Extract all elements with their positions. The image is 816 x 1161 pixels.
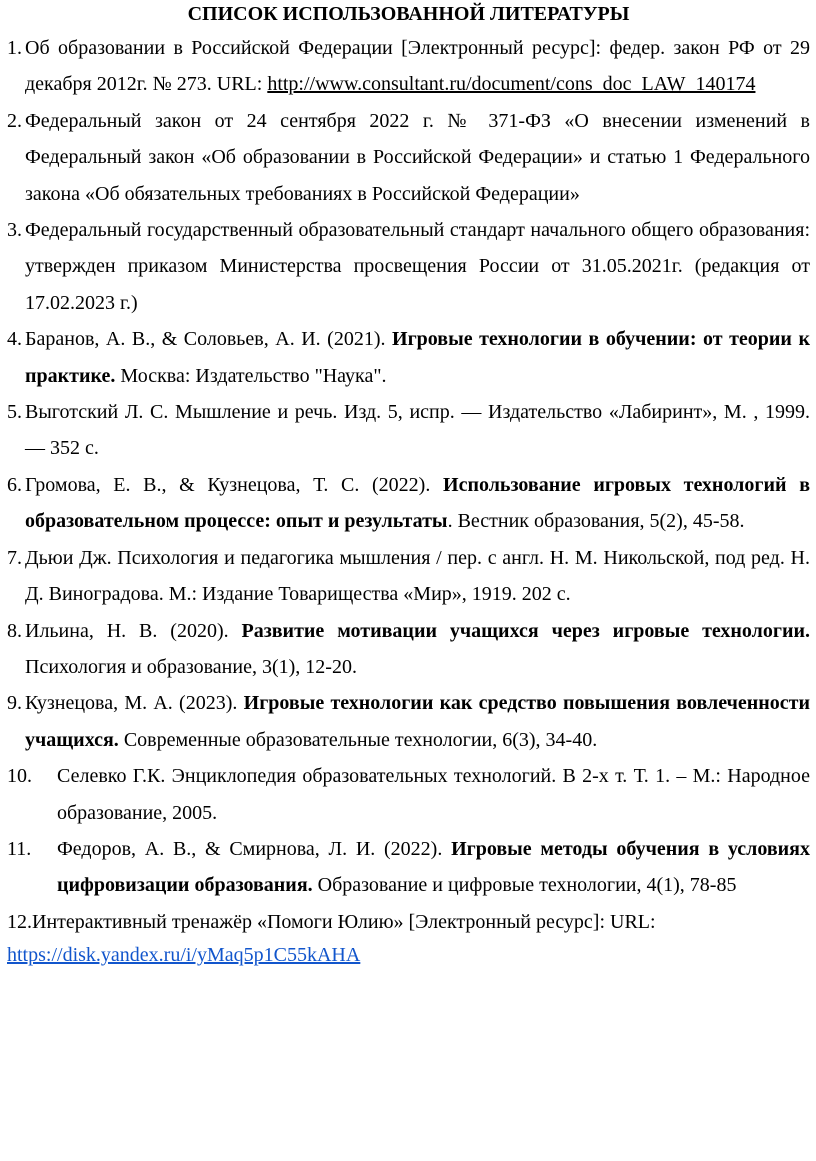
reference-number: 6. [7, 473, 22, 496]
reference-text-part: Громова, Е. В., & Кузнецова, Т. С. (2022). [25, 473, 444, 496]
reference-link[interactable]: http://www.consultant.ru/document/cons_doc_LAW_140174 [267, 73, 756, 96]
reference-number: 11. [7, 837, 32, 860]
reference-item [7, 540, 810, 613]
reference-number: 4. [7, 328, 22, 351]
reference-text-part: Кузнецова, М. А. (2023). [25, 692, 244, 715]
reference-item [7, 212, 810, 321]
reference-item [7, 904, 810, 940]
reference-text-part: Федоров, А. В., & Смирнова, Л. И. (2022). [57, 837, 452, 860]
reference-item [7, 103, 810, 212]
reference-text-part: Баранов, А. В., & Соловьев, А. И. (2021). [25, 328, 393, 351]
reference-item [7, 685, 810, 758]
reference-link-line [7, 940, 810, 970]
reference-text-part: Дьюи Дж. Психология и педагогика мышления / пер. с англ. Н. М. Никольской, под ред. Н. Д. Виноградова. М.: Издание Товарищества «Мир», 1919. 202 с. [25, 546, 810, 606]
reference-text-part: Селевко Г.К. Энциклопедия образовательных технологий. В 2-х т. Т. 1. – М.: Народное образование, 2005. [57, 765, 810, 824]
reference-text-part: Психология и образование, 3(1), 12-20. [25, 655, 357, 678]
reference-title-bold: Игровые технологии как средство повышения вовлеченности учащихся. [25, 692, 811, 751]
reference-number: 7. [7, 546, 22, 569]
reference-text [25, 321, 810, 394]
reference-text [25, 394, 810, 467]
reference-item [7, 831, 810, 904]
reference-text-part: Москва: Издательство "Наука". [115, 364, 387, 387]
reference-text-part: Ильина, Н. В. (2020). [25, 619, 242, 642]
reference-item [7, 394, 810, 467]
reference-text-part: Выготский Л. С. Мышление и речь. Изд. 5, испр. — Издательство «Лабиринт», М. , 1999. — 352 с. [25, 401, 810, 460]
reference-text-part: Об образовании в Российской Федерации [Электронный ресурс]: федер. закон РФ от 29 декабря 2012г. № 273. URL: [25, 37, 810, 96]
reference-item [7, 321, 810, 394]
reference-text-part: Федеральный государственный образовательный стандарт начального общего образования: утвержден приказом Министерства просвещения России от 31.05.2021г. (редакция от 17.02.2023 г.) [25, 219, 810, 314]
reference-link[interactable]: https://disk.yandex.ru/i/yMaq5p1C55kAHA [7, 944, 361, 967]
reference-text [57, 831, 810, 904]
reference-text [25, 212, 810, 321]
reference-text [25, 103, 810, 212]
reference-text [25, 467, 810, 540]
reference-number: 8. [7, 619, 22, 642]
reference-title-bold: Использование игровых технологий в образовательном процессе: опыт и результаты [25, 473, 810, 533]
reference-item [7, 30, 810, 103]
page-title: СПИСОК ИСПОЛЬЗОВАННОЙ ЛИТЕРАТУРЫ [187, 3, 630, 25]
reference-number: 5. [7, 401, 22, 424]
reference-text [25, 613, 810, 686]
reference-text [25, 30, 810, 103]
reference-text [57, 758, 810, 831]
reference-item [7, 758, 810, 831]
reference-text-part: Образование и цифровые технологии, 4(1), 78-85 [312, 874, 737, 897]
reference-text-part: Интерактивный тренажёр «Помоги Юлию» [Электронный ресурс]: URL: [32, 910, 656, 933]
reference-title-bold: Развитие мотивации учащихся через игровые технологии. [241, 619, 810, 642]
reference-text [25, 685, 810, 758]
reference-number: 2. [7, 109, 22, 132]
reference-text-part: Современные образовательные технологии, 6(3), 34-40. [118, 728, 598, 751]
reference-number: 1. [7, 37, 22, 59]
reference-text [25, 540, 810, 613]
reference-item [7, 613, 810, 686]
reference-list [7, 30, 810, 970]
reference-text-part: Федеральный закон от 24 сентября 2022 г. № 371-ФЗ «О внесении изменений в Федеральный закон «Об образовании в Российской Федерации» и статью 1 Федерального закона «Об обязательных требованиях в Российской Федерации» [25, 109, 810, 205]
reference-number: 10. [7, 765, 32, 788]
reference-item [7, 467, 810, 540]
reference-text-part: . Вестник образования, 5(2), 45-58. [447, 510, 745, 533]
reference-number: 9. [7, 692, 22, 715]
reference-number: 3. [7, 219, 22, 242]
reference-text [32, 904, 810, 940]
reference-number: 12. [7, 910, 32, 933]
reference-title-bold: Игровые методы обучения в условиях цифровизации образования. [57, 837, 810, 897]
reference-title-bold: Игровые технологии в обучении: от теории к практике. [25, 328, 810, 387]
